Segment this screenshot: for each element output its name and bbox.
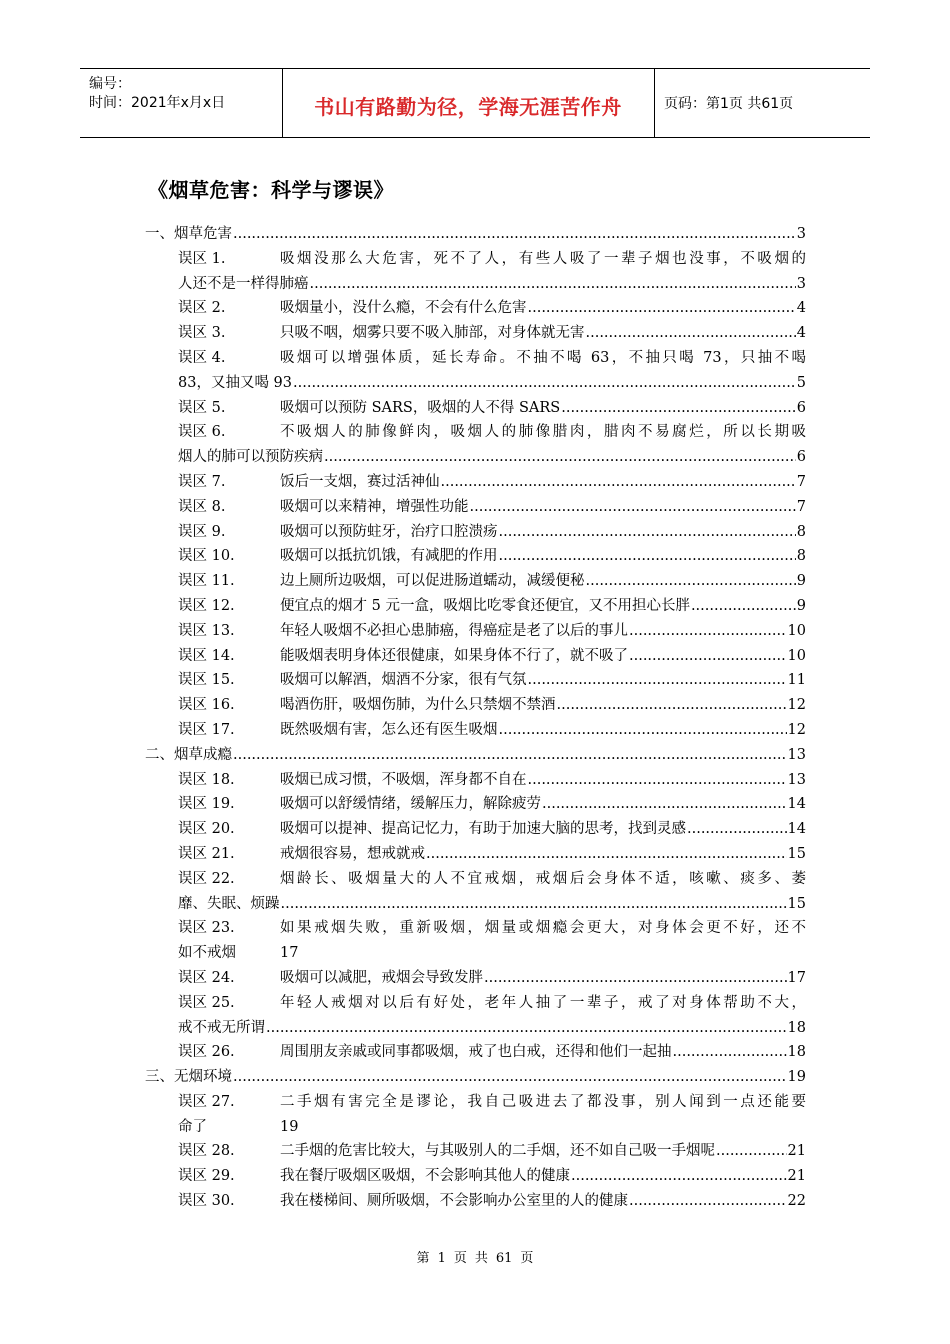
toc-item-entry[interactable]: [145, 1139, 806, 1164]
item-text: 吸烟可以减肥，戒烟会导致发胖: [280, 969, 483, 986]
item-page-number: 10: [787, 622, 806, 639]
item-text-continued: 靡、失眠、烦躁: [178, 895, 280, 912]
item-label: 误区 8.: [178, 498, 226, 515]
item-label: 误区 17.: [178, 721, 235, 738]
item-line: [280, 842, 806, 867]
item-line: [280, 693, 806, 718]
item-label: 误区 1.: [178, 250, 226, 267]
item-text: 戒烟很容易，想戒就戒: [280, 845, 425, 862]
item-line: [280, 668, 806, 693]
item-page-number: 6: [796, 399, 806, 416]
item-text: 二手烟的危害比较大，与其吸别人的二手烟，还不如自己吸一手烟呢: [280, 1143, 715, 1160]
item-line: [280, 544, 806, 569]
item-label: 误区 7.: [178, 473, 226, 490]
toc-item-entry[interactable]: [145, 842, 806, 867]
item-line: [280, 1164, 806, 1189]
footer-text: 页: [520, 1251, 534, 1266]
item-label: 误区 5.: [178, 399, 226, 416]
item-label: 误区 15.: [178, 672, 235, 689]
item-text: 吸烟可以来精神，增强性功能: [280, 498, 469, 515]
toc-item-entry[interactable]: [145, 619, 806, 644]
item-page-number: 5: [796, 374, 806, 391]
item-page-number: 9: [796, 597, 806, 614]
table-of-contents: [145, 222, 806, 1214]
dot-leader: [499, 718, 787, 743]
item-text: 吸烟可以预防蛀牙，治疗口腔溃疡: [280, 523, 498, 540]
item-text: 我在餐厅吸烟区吸烟，不会影响其他人的健康: [280, 1168, 570, 1185]
item-page-number: 18: [787, 1044, 806, 1061]
item-page-number: 19: [280, 1118, 299, 1135]
section-title: 一、烟草危害: [145, 226, 232, 242]
item-text-continued: 人还不是一样得肺癌: [178, 275, 309, 292]
item-text-continued: 83，又抽又喝 93: [178, 374, 293, 391]
item-label: 误区 24.: [178, 969, 235, 986]
dot-leader: [281, 892, 787, 917]
item-line: [145, 272, 806, 297]
item-line: [280, 296, 806, 321]
item-line: [280, 470, 806, 495]
item-page-number: 17: [787, 969, 806, 986]
item-line: [280, 792, 806, 817]
item-line: [145, 445, 806, 470]
toc-item-entry[interactable]: [145, 966, 806, 991]
item-page-number: 7: [796, 473, 806, 490]
document-number-label: 编号：: [89, 76, 131, 92]
item-text: 喝酒伤肝，吸烟伤肺，为什么只禁烟不禁酒: [280, 697, 556, 714]
item-text: 吸烟量小，没什么瘾，不会有什么危害: [280, 300, 527, 317]
item-line: [280, 495, 806, 520]
toc-item-continuation[interactable]: [145, 1016, 806, 1041]
item-label: 误区 10.: [178, 548, 235, 565]
item-page-number: 15: [787, 895, 806, 912]
toc-item-entry[interactable]: [145, 396, 806, 421]
toc-item-entry[interactable]: [145, 718, 806, 743]
toc-item-entry[interactable]: [145, 916, 806, 941]
item-line: [280, 644, 806, 669]
item-label: 误区 6.: [178, 424, 226, 441]
dot-leader: [716, 1139, 787, 1164]
item-page-number: 13: [787, 771, 806, 788]
dot-leader: [233, 1065, 787, 1090]
item-page-number: 12: [787, 721, 806, 738]
toc-item-entry[interactable]: [145, 247, 806, 272]
item-page-number: 12: [787, 697, 806, 714]
item-page-number: 9: [796, 573, 806, 590]
toc-item-continuation[interactable]: [145, 272, 806, 297]
toc-item-continuation[interactable]: [145, 445, 806, 470]
toc-item-entry[interactable]: [145, 991, 806, 1016]
dot-leader: [441, 470, 796, 495]
toc-item-entry[interactable]: [145, 644, 806, 669]
toc-item-entry[interactable]: [145, 768, 806, 793]
section-page-number: 19: [787, 1069, 806, 1086]
item-text: 年轻人戒烟对以后有好处，老年人抽了一辈子，戒了对身体帮助不大，: [280, 994, 806, 1011]
dot-leader: [557, 693, 787, 718]
item-text: 吸烟可以提神、提高记忆力，有助于加速大脑的思考，找到灵感: [280, 821, 686, 838]
item-label: 误区 13.: [178, 622, 235, 639]
item-text: 周围朋友亲戚或同事都吸烟，戒了也白戒，还得和他们一起抽: [280, 1044, 672, 1061]
item-text: 既然吸烟有害，怎么还有医生吸烟: [280, 721, 498, 738]
item-text-continued: 烟人的肺可以预防疾病: [178, 449, 323, 466]
toc-item-entry[interactable]: [145, 817, 806, 842]
toc-item-continuation[interactable]: [145, 892, 806, 917]
item-label: 误区 28.: [178, 1143, 235, 1160]
item-label: 误区 18.: [178, 771, 235, 788]
toc-item-entry[interactable]: [145, 693, 806, 718]
item-page-number: 8: [796, 548, 806, 565]
item-page-number: 17: [280, 945, 299, 962]
toc-item-continuation[interactable]: [145, 1115, 806, 1140]
item-label: 误区 12.: [178, 597, 235, 614]
item-page-number: 3: [796, 275, 806, 292]
item-text: 吸烟可以解酒，烟酒不分家，很有气氛: [280, 672, 527, 689]
header-page-info: 页码：第1页 共61页: [664, 96, 794, 112]
item-label: 误区 3.: [178, 325, 226, 342]
footer-text: 共: [474, 1251, 488, 1266]
item-label: 误区 25.: [178, 994, 235, 1011]
dot-leader: [310, 272, 796, 297]
dot-leader: [528, 296, 796, 321]
dot-leader: [629, 1189, 787, 1214]
toc-item-entry[interactable]: [145, 420, 806, 445]
item-text: 如果戒烟失败，重新吸烟，烟量或烟瘾会更大，对身体会更不好，还不: [280, 920, 806, 937]
section-page-number: 13: [787, 746, 806, 763]
item-page-number: 6: [796, 449, 806, 466]
item-text: 只吸不咽，烟雾只要不吸入肺部，对身体就无害: [280, 325, 585, 342]
dot-leader: [586, 321, 796, 346]
item-text: 我在楼梯间、厕所吸烟，不会影响办公室里的人的健康: [280, 1193, 628, 1210]
footer-total-pages: 61: [495, 1251, 513, 1266]
date-label: 时间：2021年x月x日: [89, 95, 226, 111]
item-page-number: 4: [796, 300, 806, 317]
item-line: [280, 1139, 806, 1164]
item-label: 误区 20.: [178, 821, 235, 838]
item-line: [280, 594, 806, 619]
item-text-continued: 戒不戒无所谓: [178, 1019, 265, 1036]
dot-leader: [528, 668, 787, 693]
item-text: 二手烟有害完全是谬论，我自己吸进去了都没事，别人闻到一点还能要: [280, 1093, 806, 1110]
dot-leader: [687, 817, 787, 842]
dot-leader: [324, 445, 796, 470]
dot-leader: [470, 495, 796, 520]
toc-item-entry[interactable]: [145, 1090, 806, 1115]
header-slogan: 书山有路勤为径，学海无涯苦作舟: [314, 95, 622, 119]
item-line: [280, 1189, 806, 1214]
dot-leader: [673, 1040, 787, 1065]
toc-item-continuation[interactable]: [145, 371, 806, 396]
toc-item-entry[interactable]: [145, 1040, 806, 1065]
toc-item-entry[interactable]: [145, 495, 806, 520]
dot-leader: [571, 1164, 787, 1189]
page-header: [80, 68, 870, 138]
item-page-number: 21: [787, 1168, 806, 1185]
item-line: [145, 371, 806, 396]
item-text: 烟龄长、吸烟量大的人不宜戒烟，戒烟后会身体不适，咳嗽、痰多、萎: [280, 870, 806, 887]
section-title: 二、烟草成瘾: [145, 746, 232, 763]
item-text: 吸烟可以舒缓情绪，缓解压力，解除疲劳: [280, 796, 541, 813]
header-middle-cell: [282, 69, 655, 137]
item-label: 误区 4.: [178, 349, 226, 366]
dot-leader: [233, 222, 796, 247]
dot-leader: [629, 644, 787, 669]
toc-item-entry[interactable]: [145, 544, 806, 569]
toc-item-continuation[interactable]: [145, 941, 806, 966]
footer-text: 第: [416, 1251, 430, 1266]
item-page-number: 7: [796, 498, 806, 515]
item-text-continued: 命了: [178, 1118, 207, 1135]
item-text: 便宜点的烟才 5 元一盒，吸烟比吃零食还便宜，又不用担心长胖: [280, 597, 690, 614]
item-line: [280, 817, 806, 842]
header-left-cell: [80, 69, 283, 137]
item-text: 吸烟没那么大危害，死不了人，有些人吸了一辈子烟也没事，不吸烟的: [280, 250, 806, 267]
toc-item-entry[interactable]: [145, 668, 806, 693]
item-text: 吸烟可以增强体质，延长寿命。不抽不喝 63，不抽只喝 73，只抽不喝: [280, 349, 806, 366]
item-page-number: 21: [787, 1143, 806, 1160]
item-label: 误区 29.: [178, 1168, 235, 1185]
toc-item-entry[interactable]: [145, 346, 806, 371]
item-text: 年轻人吸烟不必担心患肺癌，得癌症是老了以后的事儿: [280, 622, 628, 639]
toc-item-entry[interactable]: [145, 594, 806, 619]
item-label: 误区 16.: [178, 697, 235, 714]
section-page-number: 3: [796, 226, 806, 242]
item-page-number: 10: [787, 647, 806, 664]
dot-leader: [542, 792, 787, 817]
item-line: [280, 396, 806, 421]
dot-leader: [629, 619, 787, 644]
footer-text: 页: [453, 1251, 467, 1266]
toc-item-entry[interactable]: [145, 569, 806, 594]
item-label: 误区 21.: [178, 845, 235, 862]
dot-leader: [528, 768, 787, 793]
item-line: [280, 1040, 806, 1065]
item-page-number: 11: [787, 672, 806, 689]
item-label: 误区 9.: [178, 523, 226, 540]
item-page-number: 18: [787, 1019, 806, 1036]
item-line: [280, 768, 806, 793]
item-page-number: 8: [796, 523, 806, 540]
item-text: 能吸烟表明身体还很健康，如果身体不行了，就不吸了: [280, 647, 628, 664]
dot-leader: [691, 594, 796, 619]
item-line: [280, 321, 806, 346]
toc-item-entry[interactable]: [145, 792, 806, 817]
dot-leader: [484, 966, 787, 991]
dot-leader: [426, 842, 787, 867]
toc-section-entry[interactable]: [145, 743, 806, 768]
item-page-number: 22: [787, 1193, 806, 1210]
dot-leader: [293, 371, 796, 396]
item-line: [280, 520, 806, 545]
toc-item-entry[interactable]: [145, 520, 806, 545]
item-text: 吸烟可以抵抗饥饿，有减肥的作用: [280, 548, 498, 565]
section-title: 三、无烟环境: [145, 1069, 232, 1086]
dot-leader: [233, 743, 787, 768]
item-line: [145, 892, 806, 917]
toc-item-entry[interactable]: [145, 867, 806, 892]
item-text-continued: 如不戒烟: [178, 945, 236, 962]
item-text: 吸烟可以预防 SARS，吸烟的人不得 SARS: [280, 399, 561, 416]
item-page-number: 14: [787, 796, 806, 813]
item-page-number: 4: [796, 325, 806, 342]
item-line: [145, 1016, 806, 1041]
item-page-number: 14: [787, 821, 806, 838]
item-label: 误区 22.: [178, 870, 235, 887]
dot-leader: [266, 1016, 787, 1041]
toc-item-entry[interactable]: [145, 470, 806, 495]
item-label: 误区 26.: [178, 1044, 235, 1061]
page-footer: [0, 1247, 950, 1266]
dot-leader: [561, 396, 796, 421]
item-text: 饭后一支烟，赛过活神仙: [280, 473, 440, 490]
dot-leader: [586, 569, 796, 594]
item-text: 边上厕所边吸烟，可以促进肠道蠕动，减缓便秘: [280, 573, 585, 590]
item-line: [280, 619, 806, 644]
item-text: 不吸烟人的肺像鲜肉，吸烟人的肺像腊肉，腊肉不易腐烂，所以长期吸: [280, 424, 806, 441]
document-title: 《烟草危害：科学与谬误》: [148, 178, 394, 202]
item-label: 误区 2.: [178, 300, 226, 317]
toc-section-entry[interactable]: [145, 222, 806, 247]
item-label: 误区 23.: [178, 920, 235, 937]
header-right-cell: [654, 69, 870, 137]
item-label: 误区 11.: [178, 573, 235, 590]
toc-item-entry[interactable]: [145, 1189, 806, 1214]
toc-section-entry[interactable]: [145, 1065, 806, 1090]
item-page-number: 15: [787, 845, 806, 862]
item-label: 误区 30.: [178, 1193, 235, 1210]
footer-page-number: 1: [437, 1251, 446, 1266]
dot-leader: [499, 520, 796, 545]
item-label: 误区 14.: [178, 647, 235, 664]
toc-item-entry[interactable]: [145, 296, 806, 321]
toc-item-entry[interactable]: [145, 321, 806, 346]
item-line: [280, 966, 806, 991]
item-label: 误区 27.: [178, 1093, 235, 1110]
item-line: [280, 569, 806, 594]
item-text: 吸烟已成习惯，不吸烟，浑身都不自在: [280, 771, 527, 788]
item-label: 误区 19.: [178, 796, 235, 813]
toc-item-entry[interactable]: [145, 1164, 806, 1189]
dot-leader: [499, 544, 796, 569]
item-line: [280, 718, 806, 743]
